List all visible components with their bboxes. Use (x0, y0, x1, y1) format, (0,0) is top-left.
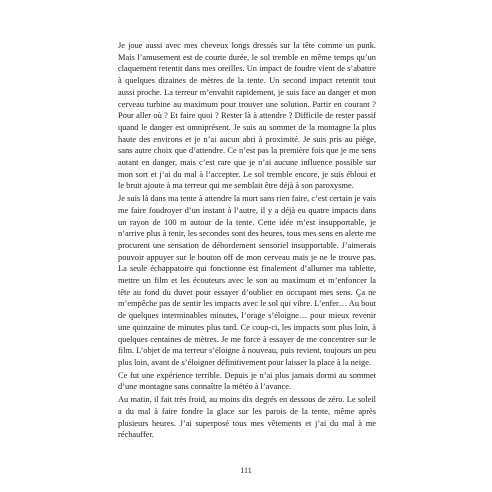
body-text (118, 40, 376, 442)
paragraph-2: Je suis là dans ma tente à attendre la mort sans rien faire, c’est certain je vais me faire foudroyer d’un instant à l’autre, il y a déjà eu quatre impacts dans un rayon de 100 m autour de la tente. Cette idée m’est insupportable, je n’arrive plus à tenir, les secondes sont des heures, tous mes sens en alerte me procurent une sensation de débordement sensoriel insupportable. J’aimerais pouvoir appuyer sur le bouton off de mon cerveau mais je ne le trouve pas. La seule échappatoire qui fonctionne est finalement d’allumer ma tablette, mettre un film et les écouteurs avec le son au maximum et m’enfoncer la tête au fond du duvet pour essayer d’oublier en occupant mes sens. Ça ne m’empêche pas de sentir les impacts avec le sol qui vibre. L’enfer… Au bout de quelques interminables minutes, l’orage s’éloigne… pour mieux revenir une quinzaine de minutes plus tard. Ce coup-ci, les impacts sont plus loin, à quelques centaines de mètres. Je me force à essayer de me concentrer sur le film. L’objet de ma terreur s’éloigne à nouveau, puis revient, toujours un peu plus loin, avant de s’éloigner définitivement pour laisser la place à la neige. (118, 194, 376, 367)
paragraph-1: Je joue aussi avec mes cheveux longs dressés sur la tête comme un punk. Mais l’amusement est de courte durée, le sol tremble en même temps qu’un claquement retentit dans mes oreilles. Un impact de foudre vient de s’abattre à quelques dizaines de mètres de la tente. Un second impact retentit tout aussi proche. La terreur m’envahit rapidement, je suis face au danger et mon cerveau turbine au maximum pour trouver une solution. Partir en courant ? Pour aller où ? Et faire quoi ? Rester là à attendre ? Difficile de rester passif quand le danger est omniprésent. Je suis au sommet de la montagne la plus haute des environs et je n’ai aucun abri à proximité. Je suis pris au piège, sans autre choix que d’attendre. Ce n’est pas la première fois que je me sens autant en danger, mais c’est rare que je n’ai aucune influence possible sur mon sort et j’ai du mal à l’accepter. Le sol tremble encore, je suis ébloui et le bruit ajoute à ma terreur qui me semblait être déjà à son paroxysme. (118, 41, 376, 191)
paragraph-4: Au matin, il fait très froid, au moins dix degrés en dessous de zéro. Le soleil a du mal à faire fondre la glace sur les parois de la tente, même après plusieurs heures. J’ai superposé tous mes vêtements et j’ai du mal à me réchauffer. (118, 395, 376, 440)
paragraph-3: Ce fut une expérience terrible. Depuis je n’ai plus jamais dormi au sommet d’une montagne sans connaître la météo à l’avance. (118, 370, 376, 392)
page-number: 111 (240, 466, 252, 475)
